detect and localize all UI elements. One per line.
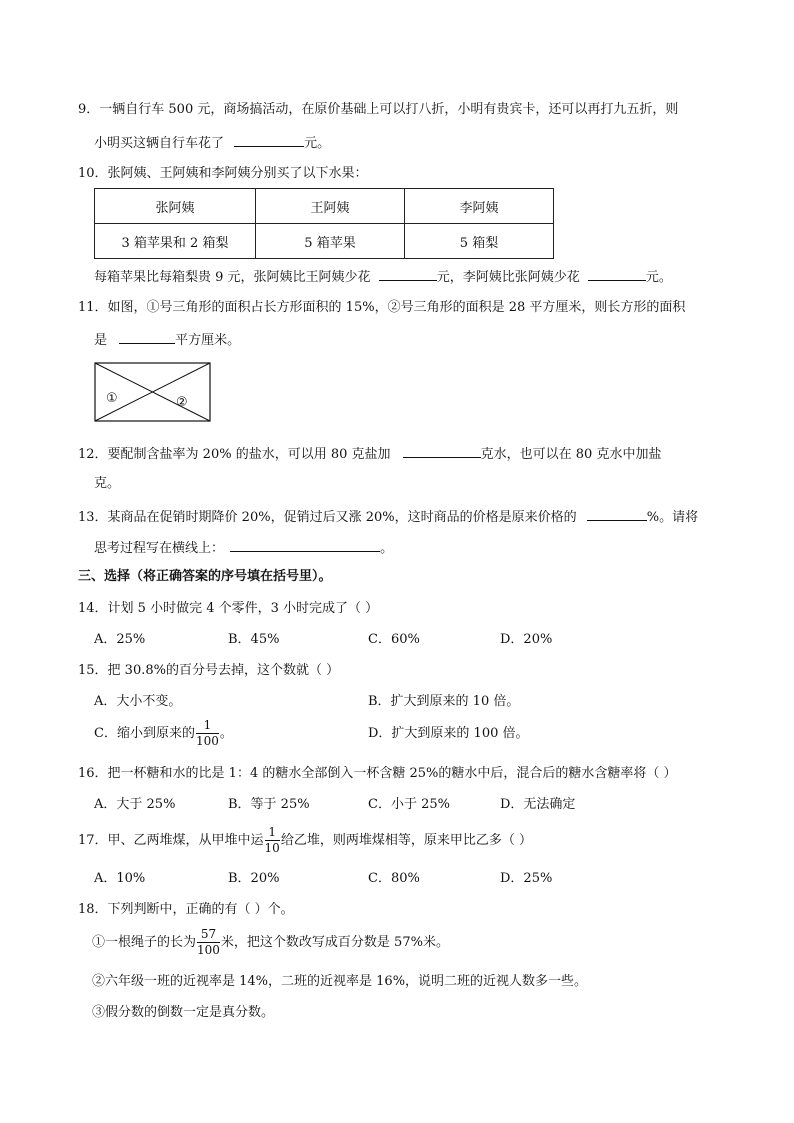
fraction-57-100 <box>197 927 220 958</box>
q15-option-c-text: C．缩小到原来的 <box>94 726 195 741</box>
q17-stem <box>78 825 532 857</box>
table-header-li: 李阿姨 <box>405 189 554 224</box>
fraction-1-10 <box>265 825 280 856</box>
table-header-wang: 王阿姨 <box>256 189 405 224</box>
q13-text-d: 。 <box>380 541 394 556</box>
q11-text-a: 是 <box>94 333 108 348</box>
q9-line1: 9．一辆自行车 500 元，商场搞活动，在原价基础上可以打八折，小明有贵宾卡，还可以再打九五折，则 <box>78 102 679 117</box>
q13-answer-blank-1[interactable] <box>587 506 647 521</box>
q10-answer-blank-1[interactable] <box>379 266 437 281</box>
q14-stem: 14．计划 5 小时做完 4 个零件，3 小时完成了（ ） <box>78 601 379 616</box>
fraction-1-100 <box>196 718 219 749</box>
q15-option-c[interactable] <box>94 718 233 750</box>
q10-text-c: 元。 <box>645 270 672 285</box>
q12-line2: 克。 <box>94 476 121 491</box>
q18-statement-3: ③假分数的倒数一定是真分数。 <box>92 1005 275 1020</box>
q10-title: 10．张阿姨、王阿姨和李阿姨分别买了以下水果： <box>78 166 368 181</box>
q10-answer-blank-2[interactable] <box>588 266 646 281</box>
q15-option-d[interactable]: D．扩大到原来的 100 倍。 <box>368 726 529 741</box>
q10-text-b: 元，李阿姨比张阿姨少花 <box>436 270 580 285</box>
fraction-denominator: 10 <box>264 841 280 855</box>
q12-text-a: 12．要配制含盐率为 20% 的盐水，可以用 80 克盐加 <box>78 447 391 462</box>
q17-option-a[interactable]: A．10% <box>94 871 146 886</box>
q18-statement-2: ②六年级一班的近视率是 14%，二班的近视率是 16%，说明二班的近视人数多一些。 <box>92 974 588 989</box>
q15-stem: 15．把 30.8%的百分号去掉，这个数就（ ） <box>78 663 340 678</box>
figure-label-1: ① <box>106 391 118 406</box>
fraction-numerator: 1 <box>196 718 219 734</box>
q17-option-c[interactable]: C．80% <box>368 871 420 886</box>
q13-text-a: 13．某商品在促销时期降价 20%，促销过后又涨 20%，这时商品的价格是原来价格的 <box>78 510 577 525</box>
q18-s1-pre: ①一根绳子的长为 <box>92 935 197 950</box>
q16-option-c[interactable]: C．小于 25% <box>368 797 450 812</box>
table-row <box>95 189 554 224</box>
q11-line1: 11．如图，①号三角形的面积占长方形面积的 15%，②号三角形的面积是 28 平方厘米，则长方形的面积 <box>78 300 686 315</box>
q14-option-a[interactable]: A．25% <box>94 632 146 647</box>
q13-text-b: %。请将 <box>646 510 699 525</box>
q9-line2 <box>94 132 330 154</box>
q18-stem: 18．下列判断中，正确的有（ ）个。 <box>78 902 294 917</box>
fraction-numerator: 57 <box>197 927 220 943</box>
table-cell-zhang: 3 箱苹果和 2 箱梨 <box>95 224 256 259</box>
rectangle-triangle-figure <box>94 362 212 424</box>
fruit-table <box>94 188 554 259</box>
figure-label-2: ② <box>176 395 188 410</box>
q12-answer-blank-1[interactable] <box>403 443 481 458</box>
fraction-denominator: 100 <box>195 734 219 748</box>
q17-option-b[interactable]: B．20% <box>228 871 280 886</box>
q11-line2 <box>94 329 240 351</box>
q15-option-b[interactable]: B．扩大到原来的 10 倍。 <box>368 694 520 709</box>
table-cell-wang: 5 箱苹果 <box>256 224 405 259</box>
q16-option-a[interactable]: A．大于 25% <box>94 797 176 812</box>
q9-answer-blank[interactable] <box>234 132 304 147</box>
q11-text-b: 平方厘米。 <box>175 333 241 348</box>
q13-text-c: 思考过程写在横线上： <box>94 541 225 556</box>
q16-option-d[interactable]: D．无法确定 <box>500 797 576 812</box>
q17-stem-post: 给乙堆，则两堆煤相等，原来甲比乙多（ ） <box>280 833 532 848</box>
fraction-denominator: 100 <box>197 943 220 957</box>
q15-option-c-end: 。 <box>219 726 233 741</box>
table-row <box>95 224 554 259</box>
q16-stem: 16．把一杯糖和水的比是 1：4 的糖水全部倒入一杯含糖 25%的糖水中后，混合后的糖水含糖率将（ ） <box>78 766 677 781</box>
q16-option-b[interactable]: B．等于 25% <box>228 797 310 812</box>
q14-option-c[interactable]: C．60% <box>368 632 420 647</box>
table-cell-li: 5 箱梨 <box>405 224 554 259</box>
q11-answer-blank[interactable] <box>119 329 175 344</box>
q10-text-a: 每箱苹果比每箱梨贵 9 元，张阿姨比王阿姨少花 <box>94 270 371 285</box>
q18-statement-1 <box>92 927 449 959</box>
q15-option-a[interactable]: A．大小不变。 <box>94 694 182 709</box>
q13-line1 <box>78 506 698 528</box>
q9-text-b: 元。 <box>304 136 331 151</box>
q18-s1-post: 米，把这个数改写成百分数是 57%米。 <box>220 935 449 950</box>
q14-option-b[interactable]: B．45% <box>228 632 280 647</box>
q13-line2 <box>94 537 393 559</box>
q12-text-b: 克水，也可以在 80 克水中加盐 <box>480 447 662 462</box>
q13-answer-blank-2[interactable] <box>230 537 380 552</box>
table-header-zhang: 张阿姨 <box>95 189 256 224</box>
section3-title: 三、选择（将正确答案的序号填在括号里）。 <box>78 569 332 584</box>
q17-stem-pre: 17．甲、乙两堆煤，从甲堆中运 <box>78 833 264 848</box>
q10-answer-line <box>94 266 672 288</box>
fraction-numerator: 1 <box>265 825 280 841</box>
q9-text-a: 小明买这辆自行车花了 <box>94 136 225 151</box>
q17-option-d[interactable]: D．25% <box>500 871 553 886</box>
q12-line1 <box>78 443 661 465</box>
q14-option-d[interactable]: D．20% <box>500 632 553 647</box>
